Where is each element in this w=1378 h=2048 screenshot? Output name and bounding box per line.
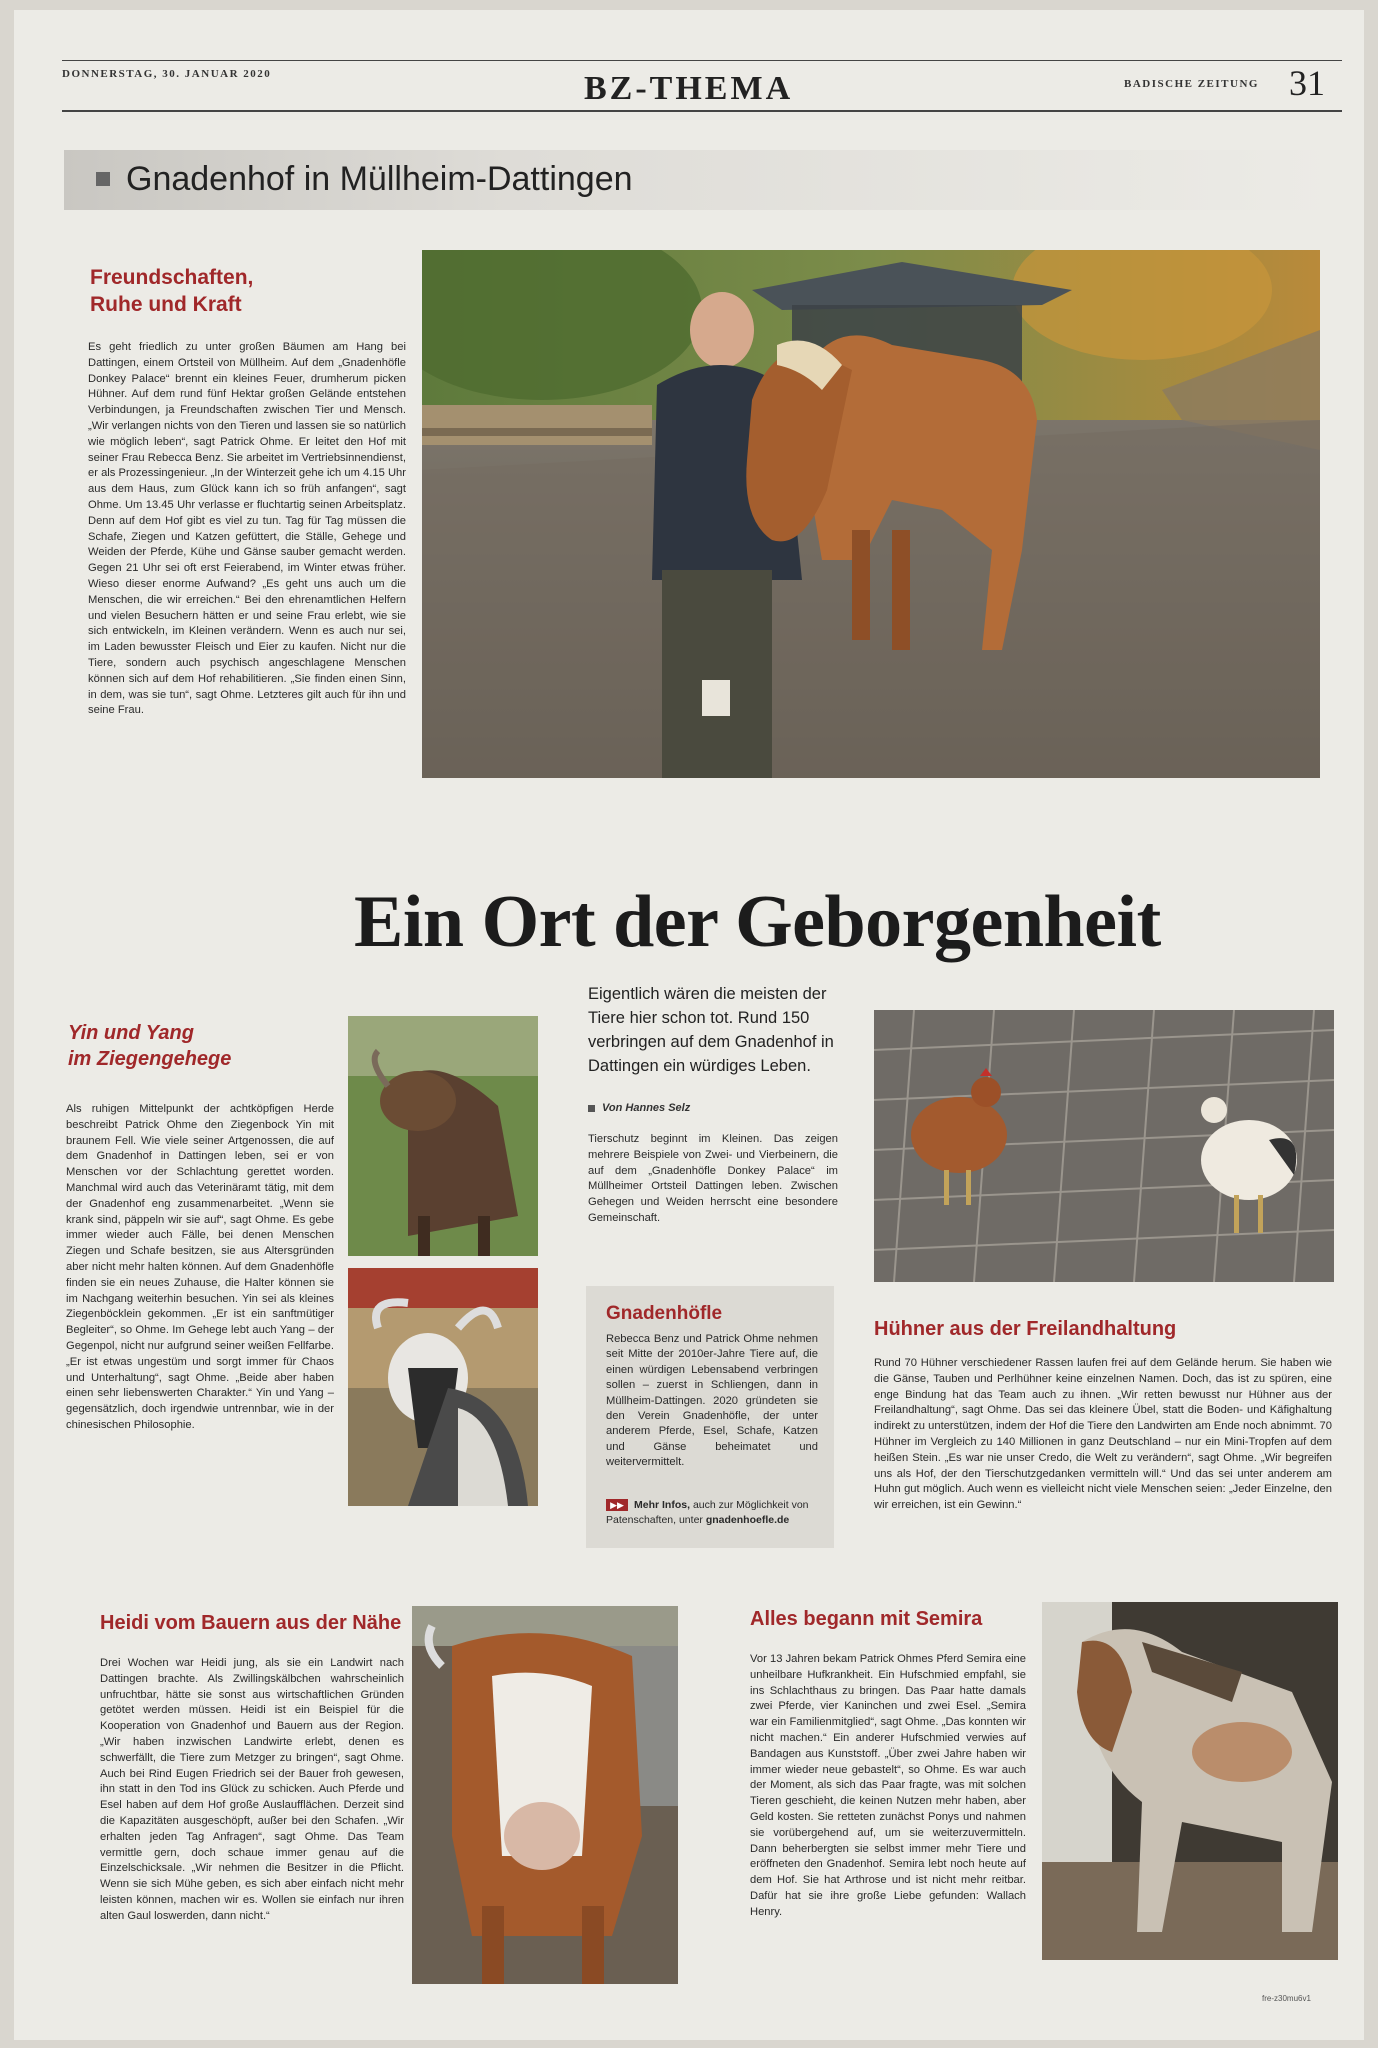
info-box-more — [606, 1498, 821, 1528]
paper-name: BADISCHE ZEITUNG — [1124, 78, 1259, 90]
info-box-title: Gnadenhöfle — [606, 1303, 723, 1324]
yin-yang-kicker — [68, 1020, 231, 1072]
photo-goat-yin — [348, 1016, 538, 1256]
masthead-date: DONNERSTAG, 30. JANUAR 2020 — [62, 68, 272, 80]
byline-square-icon — [588, 1105, 595, 1112]
yin-yang-kicker-line2: im Ziegengehege — [68, 1048, 232, 1070]
masthead-bottom-rule — [62, 110, 1342, 112]
section-title: BZ-THEMA — [584, 70, 794, 107]
info-more-bold: Mehr Infos, — [634, 1499, 691, 1511]
photo-cow-heidi — [412, 1606, 678, 1984]
heidi-body: Drei Wochen war Heidi jung, als sie ein Landwirt nach Dattingen brachte. Als Zwillingskälbchen wahrscheinlich unfruchtbar, hätte sie sonst aus wirtschaftlichen Gründen getötet werden müssen. Heidi ist ein Beispiel für die Kooperation von Gnadenhof und Bauern aus der Region. „Wir haben inzwischen Landwirte erlebt, denen es schwerfällt, die Tiere zum Metzger zu bringen“, sagt Ohme. Auch bei Rind Eugen Friedrich sei der Bauer froh gewesen, ihn statt in den Tod ins Glück zu schicken. Auch Pferde und Esel haben auf dem Hof große Auslaufflächen. Derzeit sind die Kapazitäten ausgeschöpft, außer bei den Schafen. „Wir erhalten jeden Tag Anfragen“, sagt Ohme. Das Team vermittle gern, doch schaue immer genau auf die Einzelschicksale. „Wir nehmen die Besitzer in die Pflicht. Wenn sie sich Mühe geben, es sich aber einfach nicht mehr leisten können, machen wir es. Wollen sie einfach nur ihren alten Gaul loswerden, dann nicht.“ — [100, 1657, 404, 1922]
photo-man-with-horse — [422, 250, 1320, 778]
lead-paragraph: Eigentlich wären die meisten der Tiere hier schon tot. Rund 150 verbringen auf dem Gnadenhof in Dattingen ein würdiges Leben. — [588, 985, 834, 1075]
footer-code: fre-z30mu6v1 — [1262, 1994, 1311, 2003]
masthead-top-rule — [62, 60, 1342, 61]
top-kicker — [90, 264, 253, 319]
semira-kicker: Alles begann mit Semira — [750, 1608, 983, 1630]
top-kicker-line1: Freundschaften, — [90, 266, 254, 289]
info-box-body: Rebecca Benz und Patrick Ohme nehmen seit Mitte der 2010er-Jahre Tiere auf, die einen würdigen Lebensabend verbringen sollen – zuerst in Schliengen, dann in Müllheim-Dattingen. 2020 gründeten sie den Verein Gnadenhöfle, der unter anderem Pferde, Esel, Schafe, Katzen und Gänse beheimatet und weitervermittelt. — [606, 1333, 818, 1469]
byline: Von Hannes Selz — [602, 1102, 691, 1114]
semira-body: Vor 13 Jahren bekam Patrick Ohmes Pferd Semira eine unheilbare Hufkrankheit. Ein Hufschmied empfahl, sie ins Schlachthaus zu bringen. Das Paar hatte damals zwei Pferde, vier Kaninchen und zwei Esel. „Semira war ein Familienmitglied“, sagt Ohme. „Das konnten wir nicht machen.“ Ein anderer Hufschmied verwies auf Bandagen aus Kunststoff. „Über zwei Jahre haben wir immer wieder neue gebastelt“, so Ohme. Es war auch der Moment, als sich das Paar fragte, was mit solchen Tieren geschieht, die keinen Nutzen mehr haben, aber Geld kosten. Sie retteten zunächst Ponys und nahmen sie vorübergehend auf, um sie weiterzuvermitteln. Dann beherbergten sie selbst immer mehr Tiere und eröffneten den Gnadenhof. Semira lebt noch heute auf dem Hof. Sie hat Arthrose und ist nicht mehr reitbar. Dafür hat sie ihre große Liebe gefunden: Wallach Henry. — [750, 1653, 1026, 1918]
photo-goat-yang — [348, 1268, 538, 1506]
arrow-right-icon: ▶▶ — [606, 1499, 628, 1511]
photo-horse-semira — [1042, 1602, 1338, 1960]
yin-yang-kicker-line1: Yin und Yang — [68, 1022, 194, 1044]
main-headline: Ein Ort der Geborgenheit — [354, 881, 1161, 963]
chickens-kicker: Hühner aus der Freilandhaltung — [874, 1318, 1177, 1340]
heidi-kicker: Heidi vom Bauern aus der Nähe — [100, 1612, 402, 1634]
photo-chickens — [874, 1010, 1334, 1282]
info-more-text: auch zur Möglichkeit von Patenschaften, unter — [606, 1499, 809, 1526]
top-article-body: Es geht friedlich zu unter großen Bäumen am Hang bei Dattingen, einem Ortsteil von Müllheim. Auf dem „Gnadenhöfle Donkey Palace“ brennt ein kleines Feuer, drumherum picken Hühner. Auf dem rund fünf Hektar großen Gelände entstehen Verbindungen, ja Freundschaften zwischen Tier und Mensch. „Wir verlangen nichts von den Tieren und lassen sie so natürlich wie möglich leben“, sagt Patrick Ohme. Er leitet den Hof mit seiner Frau Rebecca Benz. Sie arbeitet im Vertriebsinnendienst, er als Prozessingenieur. „In der Winterzeit gehe ich um 4.15 Uhr aus dem Haus, zum Glück kann ich so früh anfangen“, sagt Ohme. Um 13.45 Uhr verlasse er fluchtartig seinen Arbeitsplatz. Denn auf dem Hof gibt es viel zu tun. Tag für Tag müssen die Schafe, Ziegen und Katzen gefüttert, die Ställe, Gehege und Weiden der Pferde, Kühe und Gänse sauber gemacht werden. Gegen 21 Uhr sei oft erst Feierabend, im Winter etwas früher. Wieso dieser enorme Aufwand? „Es geht uns auch um die Menschen, die wir erreichen.“ Bei den ehrenamtlichen Helfern und vielen Besuchern hätten er und seine Frau erlebt, wie sie sich entwickeln, im Kleinen verändern. Wenn es auch nur sei, im Laden bewusster Fleisch und Eier zu kaufen. Nicht nur die Tiere, sondern auch psychisch angeschlagene Menschen können sich auf dem Hof rehabilitieren. „Sie finden einen Sinn, in dem, was sie tun“, sagt Ohme. Letzteres gilt auch für ihn und seine Frau. — [88, 341, 406, 717]
chickens-body: Rund 70 Hühner verschiedener Rassen laufen frei auf dem Gelände herum. Sie haben wie die Gänse, Tauben und Perlhühner keine einzelnen Namen. Doch, das ist zu spüren, eine enge Bindung hat das Team auch zu ihnen. „Wir retten bewusst nur Hühner aus der Freilandhaltung“, sagt Ohme. Das sei das kleinere Übel, statt die Boden- und Käfighaltung indirekt zu unterstützen, indem der Hof die Tiere den Landwirten am Ende noch abnimmt. 70 Hühner im Vergleich zu 140 Millionen in ganz Deutschland – nur ein Mini-Tropfen auf dem heißen Stein. „Es war nie unser Credo, die Welt zu verändern“, sagt Ohme. „Wir begreifen uns als Hof, der den Tierschutzgedanken vermitteln will.“ Und das sei unter anderem am Huhn gut möglich. Auch wenn es vielleicht nicht viele Menschen seien: „Jeder Einzelne, den wir erreichen, ist ein Gewinn.“ — [874, 1357, 1332, 1512]
topic-title: Gnadenhof in Müllheim-Dattingen — [126, 160, 633, 198]
intro-paragraph: Tierschutz beginnt im Kleinen. Das zeigen mehrere Beispiele von Zwei- und Vierbeinern, die auf dem „Gnadenhöfle Donkey Palace“ im Müllheimer Ortsteil Dattingen leben. Zwischen Gehegen und Weiden herrscht eine besondere Gemeinschaft. — [588, 1133, 838, 1224]
info-more-url[interactable]: gnadenhoefle.de — [705, 1514, 790, 1526]
top-kicker-line2: Ruhe und Kraft — [90, 293, 242, 317]
topic-square-icon — [96, 172, 110, 186]
newspaper-page — [14, 10, 1364, 2040]
yin-yang-body: Als ruhigen Mittelpunkt der achtköpfigen Herde beschreibt Patrick Ohme den Ziegenbock Yin mit braunem Fell. Wie viele seiner Artgenossen, die auf dem Gnadenhof in Dattingen leben, sei er von Menschen vor der Schlachtung gerettet worden. Manchmal wird auch das Veterinäramt tätig, mit dem der Gnadenhof eng zusammenarbeitet. „Wenn sie krank sind, päppeln wir sie auf“, sagt Ohme. Es gebe immer wieder auch Fälle, bei denen Menschen Ziegen und Schafe besitzen, sie aus Altersgründen aber nicht mehr halten können. Auf dem Gnadenhöfle finden sie ein neues Zuhause, die Halter können sie im Nachgang weiterhin besuchen. Yin sei als kleines Ziegenböcklein gekommen. „Er ist ein sanftmütiger Begleiter“, so Ohme. Im Gehege lebt auch Yang – der Gegenpol, nicht nur aufgrund seiner weißen Fellfarbe. „Er ist etwas ungestüm und sorgt immer für Chaos und Unterhaltung“, sagt Ohme. „Beide aber haben einen sehr liebenswerten Charakter.“ Yin und Yang – gegensätzlich, doch irgendwie untrennbar, wie in der chinesischen Philosophie. — [66, 1103, 334, 1431]
page-number: 31 — [1289, 63, 1325, 103]
